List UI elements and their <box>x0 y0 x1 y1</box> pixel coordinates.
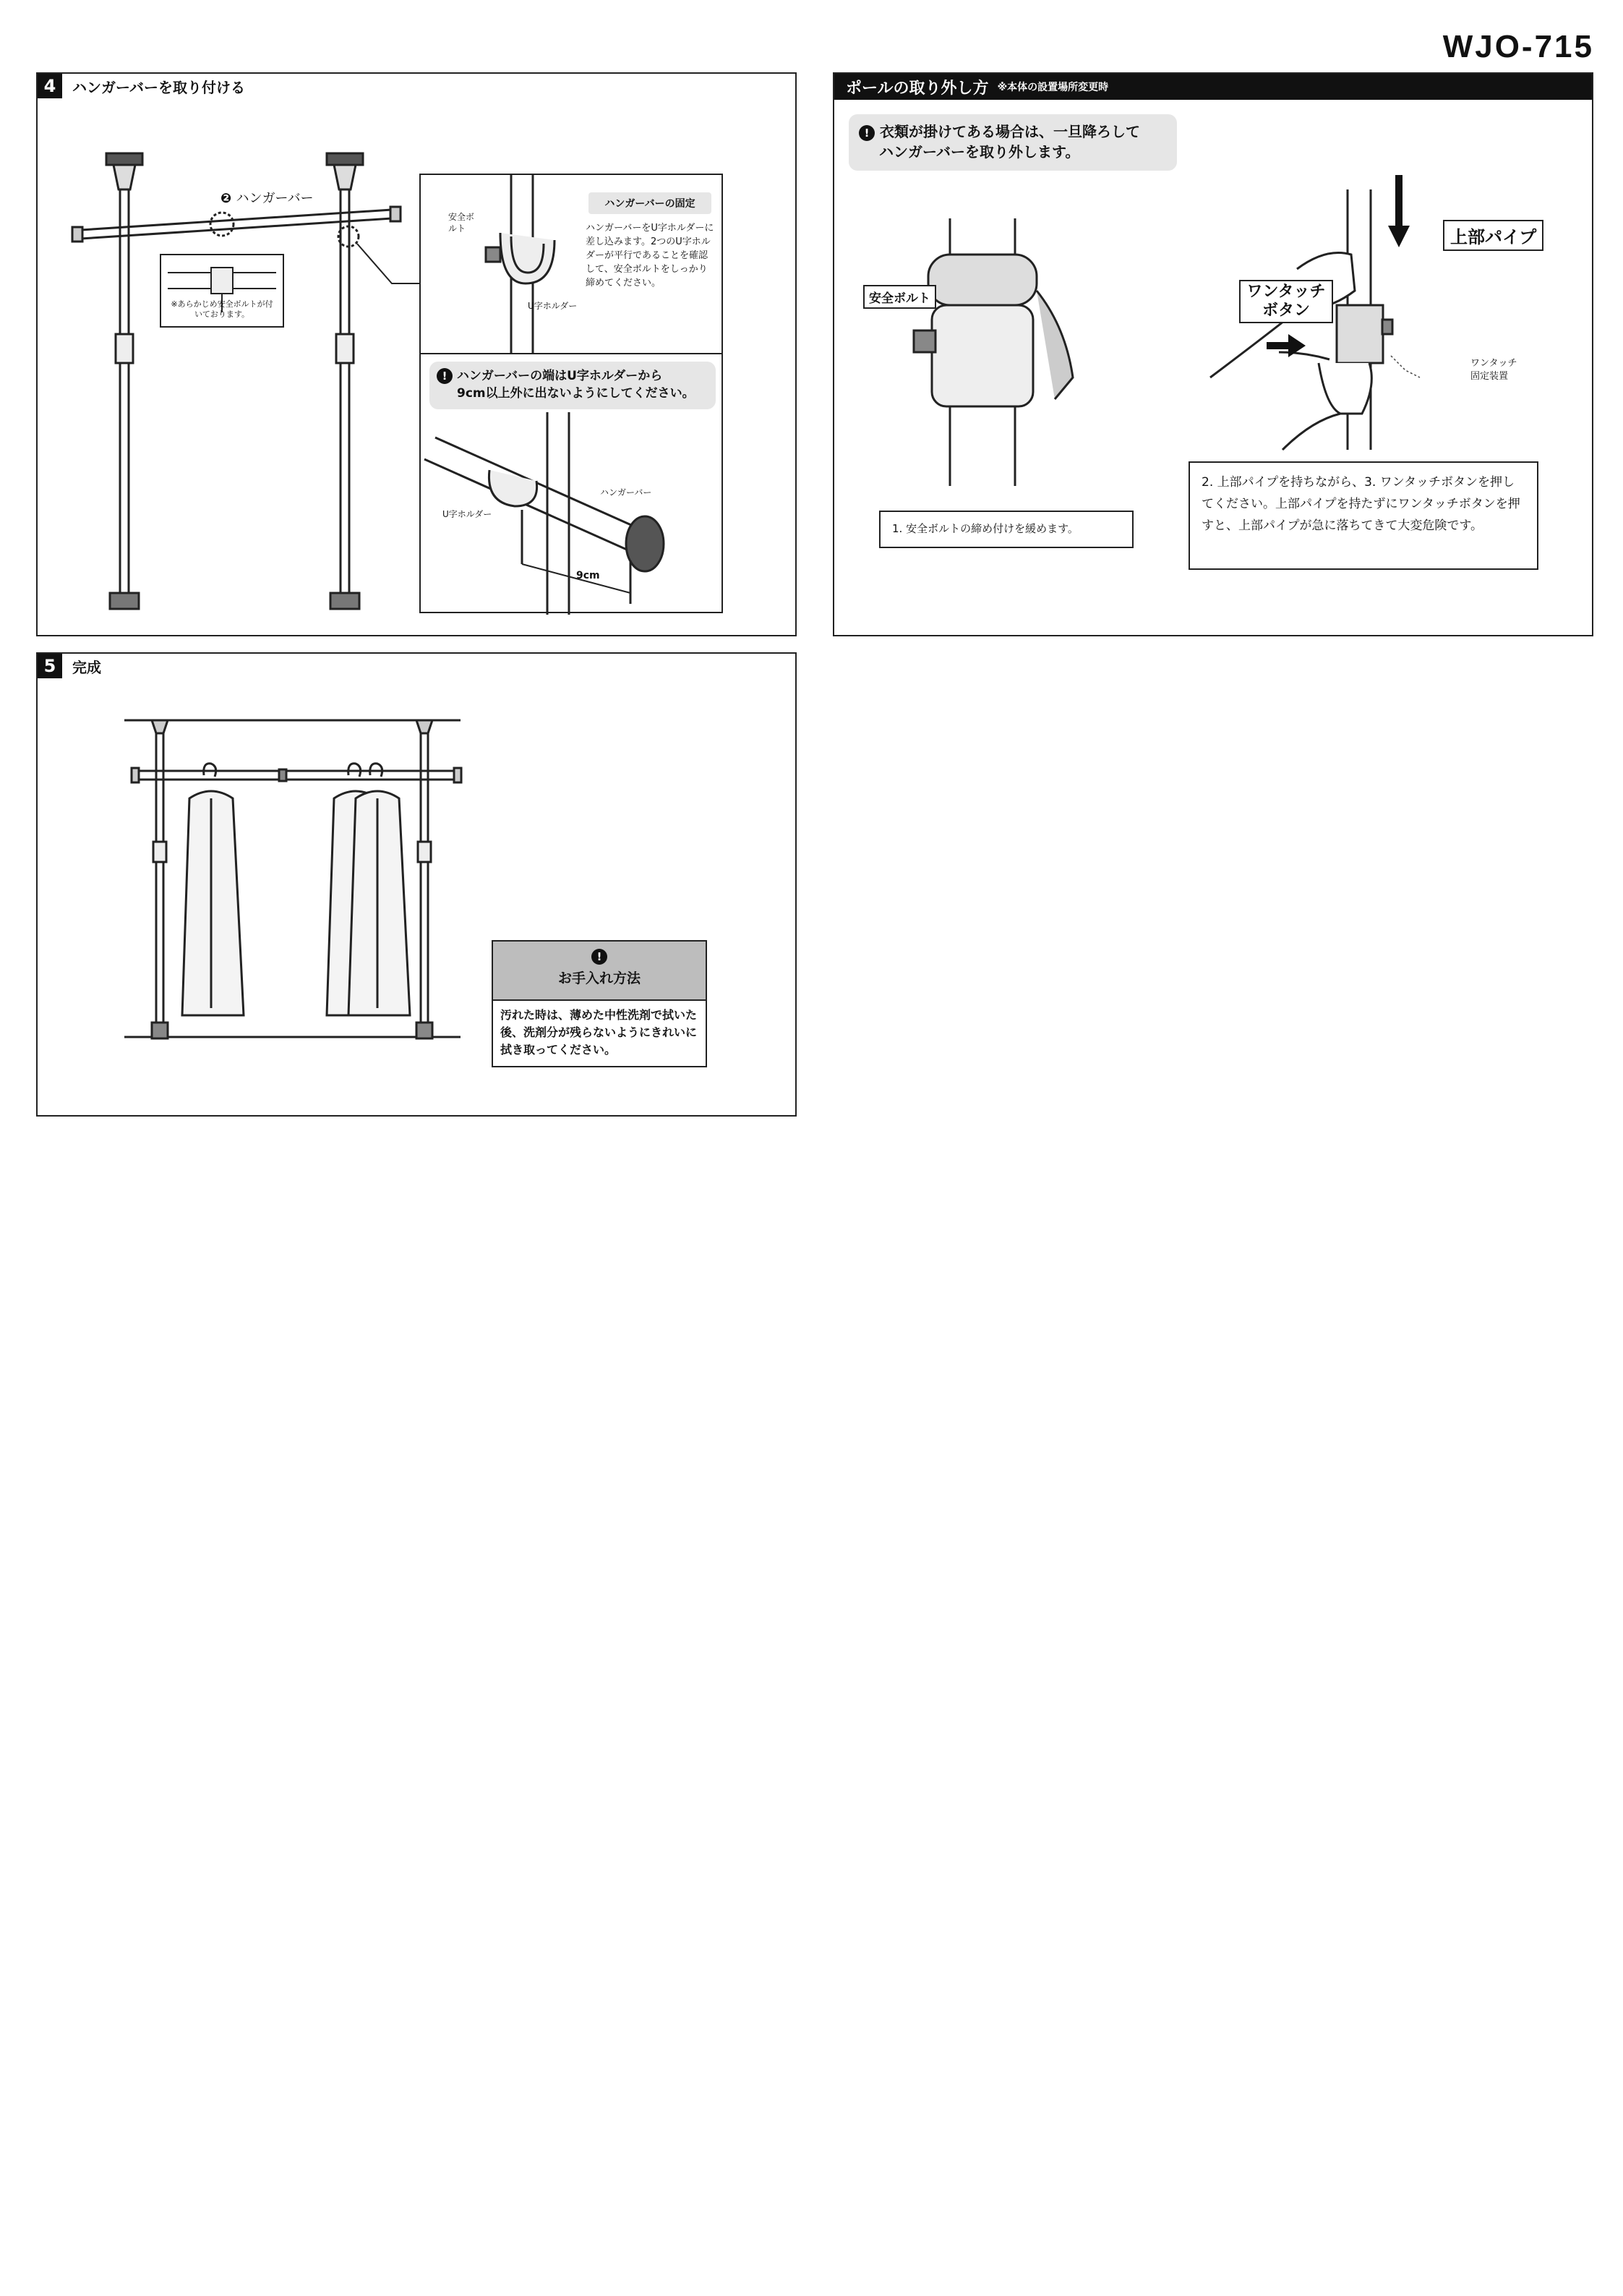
measure-label: 9cm <box>576 570 600 581</box>
step4-number: 4 <box>38 74 62 98</box>
removal-subtitle: ※本体の設置場所変更時 <box>997 82 1109 93</box>
safety-bolt-illustration <box>834 74 1210 638</box>
bar-end-illustration <box>421 354 724 615</box>
detail-safety-bolt-label: 安全ボルト <box>448 212 475 234</box>
care-icon: ! <box>591 949 607 965</box>
one-touch-button-label-1: ワンタッチ <box>1246 283 1326 301</box>
one-touch-button-tag <box>1239 280 1333 323</box>
caution-line1: ハンガーバーの端はU字ホルダーから <box>456 369 663 383</box>
hanger-bar-callout <box>220 188 314 207</box>
one-touch-button-label-2: ボタン <box>1262 302 1310 320</box>
pre-attached-note: ※あらかじめ安全ボルトが付いております。 <box>171 299 273 319</box>
caution-icon: ! <box>437 368 453 384</box>
step4-panel <box>36 72 797 636</box>
notice-line1: 衣類が掛けてある場合は、一旦降ろして <box>879 123 1140 140</box>
caution-box <box>419 353 723 613</box>
one-touch-device-label-2: 固定装置 <box>1470 371 1509 382</box>
one-touch-device-label-1: ワンタッチ <box>1470 358 1517 369</box>
one-touch-device-label <box>1470 357 1517 383</box>
caution-hanger-bar-label: ハンガーバー <box>600 487 652 498</box>
step2-box: 2. 上部パイプを持ちながら、3. ワンタッチボタンを押してください。上部パイプを持たずにワンタッチボタンを押すと、上部パイプが急に落ちてきて大変危険です。 <box>1189 461 1538 570</box>
caution-u-holder-label: U字ホルダー <box>442 509 492 519</box>
removal-title: ポールの取り外し方 <box>846 79 989 98</box>
fix-text: ハンガーバーをU字ホルダーに差し込みます。2つのU字ホルダーが平行であることを確認して、安全ボルトをしっかり締めてください。 <box>586 223 714 289</box>
step1-box: 1. 安全ボルトの締め付けを緩めます。 <box>879 511 1134 548</box>
notice-icon: ! <box>859 125 875 141</box>
caution-line2: 9cm以上外に出ないようにしてください。 <box>457 386 695 401</box>
callout-label: ハンガーバー <box>236 191 314 206</box>
step5-panel <box>36 652 797 1117</box>
removal-panel <box>833 72 1593 636</box>
u-holder-detail-box <box>419 174 723 354</box>
care-title: お手入れ方法 <box>557 970 641 986</box>
fix-title: ハンガーバーの固定 <box>588 192 711 214</box>
notice-line2: ハンガーバーを取り外します。 <box>879 143 1080 161</box>
step4-title: ハンガーバーを取り付ける <box>72 78 245 96</box>
completed-rack-illustration <box>38 654 486 1117</box>
care-box <box>492 940 707 1067</box>
care-header <box>493 942 706 1001</box>
callout-number: ❷ <box>220 191 232 206</box>
upper-pipe-tag: 上部パイプ <box>1443 220 1543 251</box>
step5-title: 完成 <box>72 658 101 676</box>
model-number: WJO-715 <box>1442 29 1594 64</box>
care-text: 汚れた時は、薄めた中性洗剤で拭いた後、洗剤分が残らないようにきれいに拭き取ってください。 <box>500 1008 698 1057</box>
pole-frame-illustration <box>38 74 442 638</box>
detail-u-holder-label: U字ホルダー <box>528 301 578 311</box>
step5-number: 5 <box>38 654 62 678</box>
safety-bolt-tag: 安全ボルト <box>863 285 936 309</box>
